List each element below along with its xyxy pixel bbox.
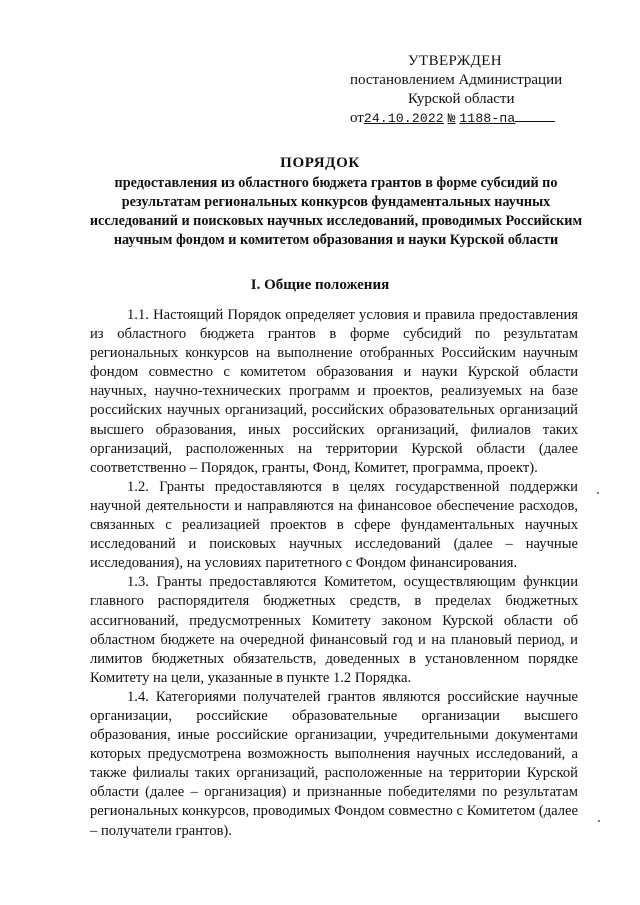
number-prefix: № [447,111,456,126]
scan-speck [597,492,599,494]
approval-title: УТВЕРЖДЕН [408,53,503,69]
section-heading: I. Общие положения [250,277,390,293]
paragraph-1-1: 1.1. Настоящий Порядок определяет условия и правила предоставления из областного бюджета грантов в форме субсидий по результатам региональных конкурсов на выполнение отобранных Российским научным фондом совместно с комитетом образования и науки Курской области научных, научно-технических программ и проектов, реализуемых на базе российских научных организаций, российских образовательных организаций высшего образования, иных российских организаций, филиалов таких организаций, расположенных на территории Курской области (далее соответственно – Порядок, гранты, Фонд, Комитет, программа, проект). [90,307,578,476]
scan-speck [598,820,600,822]
section-body [90,306,578,841]
approval-date-line [350,109,596,128]
document-title: ПОРЯДОК [280,155,360,171]
paragraph-1-2: 1.2. Гранты предоставляются в целях государственной поддержки научной деятельности и направляются на финансовое обеспечение расходов, связанных с реализацией проектов в сфере фундаментальных научных исследований и поисковых научных исследований (далее – научные исследования), на условиях паритетного с Фондом финансирования. [90,478,578,572]
approval-block [346,52,596,128]
paragraph-1-3: 1.3. Гранты предоставляются Комитетом, осуществляющим функции главного распорядителя бюджетных средств, в пределах бюджетных ассигнований, предусмотренных Комитету законом Курской области об областном бюджете на очередной финансовый год и на плановый период, и лимитов бюджетных обязательств, доведенных в установленном порядке Комитету на цели, указанные в пункте 1.2 Порядка. [90,574,578,686]
date-prefix: от [350,110,364,126]
number-value: 1188-па [459,111,516,126]
approval-line-1: постановлением Администрации [350,72,563,88]
number-underline [515,109,555,122]
document-subtitle: предоставления из областного бюджета грантов в форме субсидий по результатам региональных конкурсов фундаментальных научных исследований и поисковых научных исследований, проводимых Российским научным фондом и комитетом образования и науки Курской области [89,175,583,248]
approval-line-2: Курской области [408,91,515,107]
date-value: 24.10.2022 [363,111,444,126]
paragraph-1-4: 1.4. Категориями получателей грантов являются российские научные организации, российские образовательные организации высшего образования, иные российские организации, учредительными документами которых предусмотрена возможность выполнения научных исследований, а также филиалы таких организаций, расположенные на территории Курской области (далее – организация) и признанные победителями по результатам региональных конкурсов, проводимых Фондом совместно с Комитетом (далее – получатели грантов). [90,688,578,839]
